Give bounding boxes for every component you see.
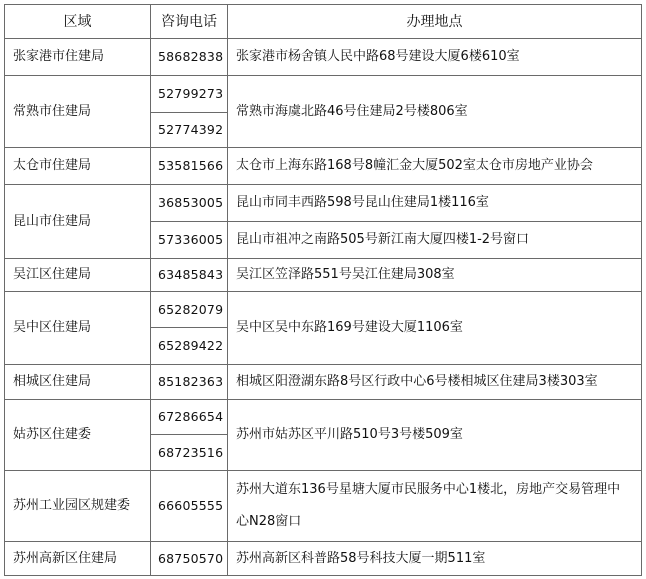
header-region: 区域	[63, 13, 92, 30]
region-cell: 苏州工业园区规建委	[13, 498, 131, 513]
address-cell: 常熟市海虞北路46号住建局2号楼806室	[236, 103, 468, 119]
phone-cell: 36853005	[158, 195, 224, 210]
phone-cell: 53581566	[158, 158, 224, 173]
phone-cell: 52799273	[158, 86, 224, 101]
phone-cell: 65289422	[158, 338, 224, 353]
contact-table	[4, 4, 642, 576]
address-cell: 吴中区吴中东路169号建设大厦1106室	[236, 320, 463, 335]
address-cell: 苏州高新区科普路58号科技大厦一期511室	[236, 550, 486, 566]
region-cell: 苏州高新区住建局	[13, 550, 118, 566]
address-cell: 相城区阳澄湖东路8号区行政中心6号楼相城区住建局3楼303室	[236, 374, 598, 389]
phone-cell: 63485843	[158, 267, 224, 282]
phone-cell: 68750570	[158, 550, 224, 566]
address-cell: 苏州市姑苏区平川路510号3号楼509室	[236, 427, 463, 442]
phone-cell: 67286654	[158, 409, 224, 424]
phone-cell: 57336005	[158, 232, 224, 247]
region-cell: 昆山市住建局	[13, 213, 92, 229]
phone-cell: 65282079	[158, 301, 224, 317]
phone-cell: 52774392	[158, 122, 224, 137]
header-phone: 咨询电话	[161, 13, 217, 30]
phone-cell: 66605555	[158, 498, 224, 513]
table-border-right	[641, 4, 642, 576]
address-cell: 张家港市杨舍镇人民中路68号建设大厦6楼610室	[236, 49, 520, 64]
region-cell: 吴中区住建局	[13, 320, 92, 335]
address-cell: 昆山市同丰西路598号昆山住建局1楼116室	[236, 195, 489, 210]
phone-cell: 58682838	[158, 49, 224, 64]
address-cell: 吴江区笠泽路551号吴江住建局308室	[236, 267, 455, 282]
region-cell: 常熟市住建局	[13, 103, 92, 119]
region-cell: 姑苏区住建委	[13, 427, 92, 442]
region-cell: 张家港市住建局	[13, 49, 105, 64]
header-address: 办理地点	[406, 13, 463, 30]
phone-cell: 85182363	[158, 374, 224, 389]
phone-cell: 68723516	[158, 444, 224, 460]
address-cell: 太仓市上海东路168号8幢汇金大厦502室太仓市房地产业协会	[236, 158, 593, 173]
region-cell: 太仓市住建局	[13, 158, 92, 173]
region-cell: 相城区住建局	[13, 374, 92, 389]
address-cell: 苏州大道东136号星塘大厦市民服务中心1楼北，房地产交易管理中心N28窗口	[236, 482, 621, 529]
address-cell: 昆山市祖冲之南路505号新江南大厦四楼1-2号窗口	[236, 232, 530, 247]
region-cell: 吴江区住建局	[13, 267, 92, 282]
table-border-bottom	[4, 575, 642, 576]
